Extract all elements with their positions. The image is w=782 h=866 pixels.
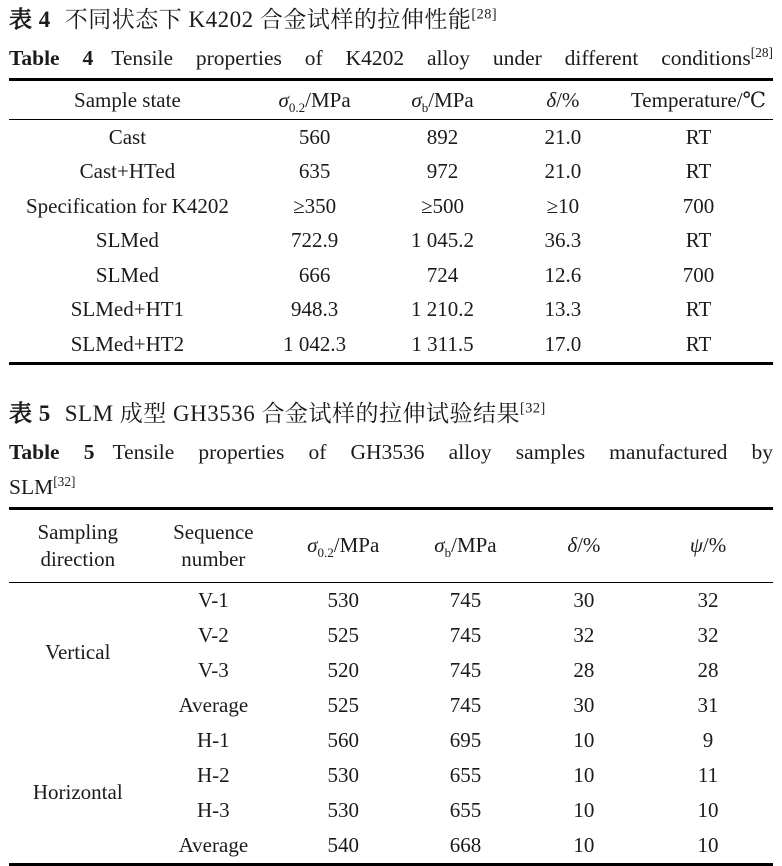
sample-state-cell: Cast+HTed [79,159,176,184]
value-cell: 36.3 [544,228,582,253]
column-header: $\sigma_{0.2}$/MPa [246,80,384,120]
value-cell: 30 [573,692,595,717]
value-cell: 13.3 [544,297,582,322]
value-cell: 17.0 [544,331,582,356]
sample-state-cell: SLMed [95,228,159,253]
table4-body [9,120,773,364]
value-cell: 666 [298,262,331,287]
value-cell: 30 [573,587,595,612]
value-cell: 635 [298,159,331,184]
value-cell: 724 [426,262,459,287]
value-cell: 655 [449,762,482,787]
table4-caption-zh-label: 表 4 [9,7,51,32]
column-header: Sampling direction [9,508,147,582]
value-cell: 530 [327,587,359,612]
table4-caption-en-reference: [28] [750,44,773,60]
value-cell: 1 042.3 [283,331,347,356]
value-cell: 31 [697,692,719,717]
sample-state-cell: SLMed [95,262,159,287]
table5-body [9,582,773,864]
table4-caption-en-label: Table 4 [9,46,94,70]
value-cell: 700 [682,262,715,287]
column-header: $\sigma_{0.2}$/MPa [280,508,406,582]
value-cell: 525 [327,622,359,647]
table4-caption-zh-text: 不同状态下 K4202 合金试样的拉伸性能 [64,7,472,32]
value-cell: 10 [573,797,595,822]
value-cell: 32 [697,587,719,612]
table4-caption-zh-reference: [28] [471,6,498,23]
sample-state-cell: SLMed+HT1 [70,297,185,322]
value-cell: 1 210.2 [411,297,475,322]
column-header: Sample state [9,80,246,120]
value-cell: RT [685,297,712,322]
value-cell: RT [685,159,712,184]
value-cell: 21.0 [544,124,582,149]
value-cell: 745 [449,587,482,612]
table5-section [9,398,773,866]
table5-caption-zh-reference: [32] [520,399,546,416]
table-row [9,224,773,259]
value-cell: RT [685,331,712,356]
column-header: ψ/% [643,508,773,582]
sequence-number-cell: Average [178,832,249,857]
table4-caption-english [9,43,773,74]
table5-tensile-properties-gh3536 [9,507,773,866]
table-row [9,293,773,328]
value-cell: 10 [697,832,719,857]
column-header: δ/% [525,508,643,582]
value-cell: RT [685,228,712,253]
value-cell: 540 [327,832,359,857]
table5-header [9,508,773,582]
table-row [9,582,773,618]
value-cell: ≥350 [293,193,337,218]
column-header: $\sigma_b$/MPa [383,80,501,120]
sequence-number-cell: Average [178,692,249,717]
table4-caption-chinese [9,4,773,35]
sequence-number-cell: H-2 [197,762,230,787]
value-cell: 28 [573,657,595,682]
value-cell: 10 [573,832,595,857]
value-cell: 520 [327,657,359,682]
table5-header-row [9,508,773,582]
value-cell: 32 [697,622,719,647]
table5-caption-en-text2: SLM [9,474,54,499]
value-cell: 695 [449,727,482,752]
column-header: Temperature/℃ [624,80,773,120]
table5-caption-english-line2 [9,472,773,503]
table5-caption-en-label: Table 5 [9,439,95,464]
value-cell: 972 [426,159,459,184]
table-row [9,189,773,224]
table-row [9,327,773,363]
sample-state-cell: SLMed+HT2 [70,331,185,356]
value-cell: 700 [682,193,715,218]
value-cell: 9 [702,727,714,752]
value-cell: 10 [573,762,595,787]
value-cell: 12.6 [544,262,582,287]
column-header: $\sigma_b$/MPa [406,508,524,582]
value-cell: 722.9 [290,228,339,253]
value-cell: 28 [697,657,719,682]
sampling-direction-cell: Horizontal [32,780,123,804]
column-header: Sequence number [147,508,281,582]
value-cell: 655 [449,797,482,822]
sequence-number-cell: H-1 [197,727,230,752]
value-cell: 11 [697,762,719,787]
value-cell: 668 [449,832,482,857]
table5-caption-en-text: Tensile properties of GH3536 alloy samples manufactured by [112,439,773,464]
table-row [9,120,773,155]
value-cell: 1 311.5 [411,331,474,356]
table5-caption-en-reference: [32] [53,473,76,489]
value-cell: RT [685,124,712,149]
value-cell: 745 [449,657,482,682]
value-cell: 948.3 [290,297,339,322]
value-cell: 560 [298,124,331,149]
column-header: δ/% [502,80,624,120]
table-row [9,258,773,293]
sample-state-cell: Cast [108,124,147,149]
sample-state-cell: Specification for K4202 [25,193,229,218]
table-row [9,155,773,190]
table4-header-row [9,80,773,120]
table4-header [9,80,773,120]
table5-caption-zh-label: 表 5 [9,400,51,426]
value-cell: 525 [327,692,359,717]
sequence-number-cell: H-3 [197,797,230,822]
value-cell: 10 [573,727,595,752]
value-cell: 892 [426,124,459,149]
table-row [9,723,773,758]
value-cell: 21.0 [544,159,582,184]
value-cell: 745 [449,622,482,647]
value-cell: 1 045.2 [411,228,475,253]
table5-caption-english-line1 [9,437,773,468]
table4-tensile-properties-k4202 [9,78,773,365]
sequence-number-cell: V-1 [197,587,229,612]
value-cell: 530 [327,762,359,787]
table5-caption-chinese [9,398,773,429]
sequence-number-cell: V-2 [197,622,229,647]
value-cell: ≥500 [421,193,465,218]
sampling-direction-cell: Vertical [45,640,111,664]
value-cell: 530 [327,797,359,822]
value-cell: 32 [573,622,595,647]
table4-caption-en-text: Tensile properties of K4202 alloy under different conditions [111,46,751,70]
value-cell: 10 [697,797,719,822]
value-cell: ≥10 [546,193,580,218]
table4-section [9,4,773,365]
value-cell: 560 [327,727,359,752]
value-cell: 745 [449,692,482,717]
sequence-number-cell: V-3 [197,657,229,682]
table5-caption-zh-text: SLM 成型 GH3536 合金试样的拉伸试验结果 [64,400,521,426]
